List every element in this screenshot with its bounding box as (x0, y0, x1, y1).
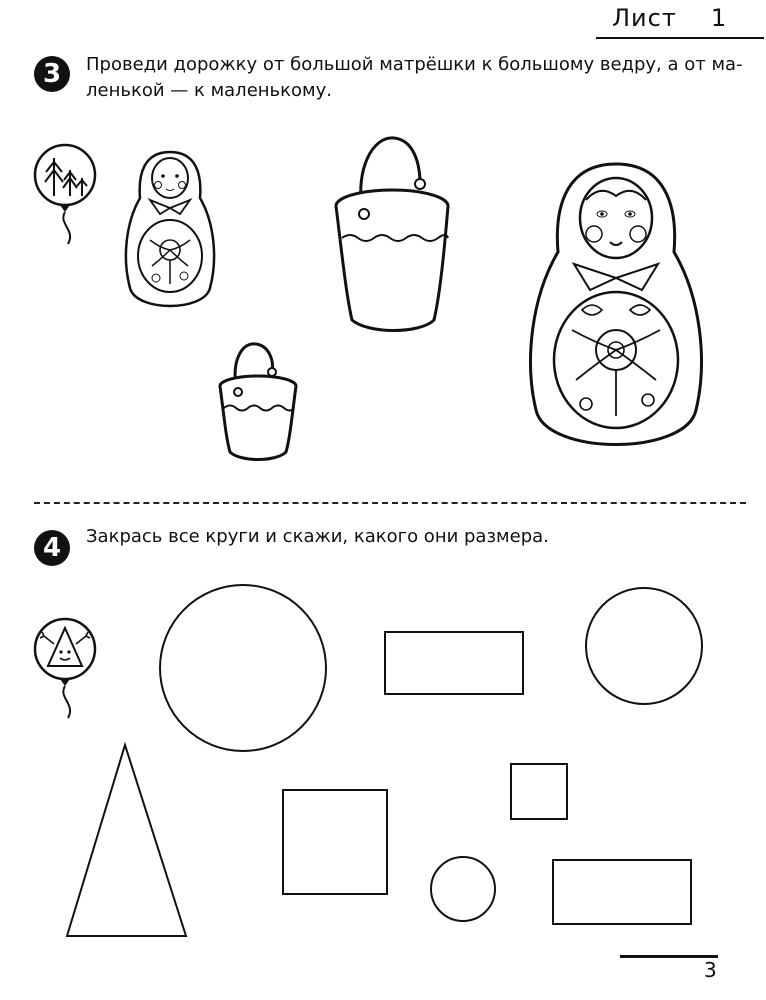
task3-number-badge: 3 (34, 56, 70, 92)
small-circle (431, 857, 495, 921)
triangle (67, 745, 186, 936)
page-number: 3 (704, 958, 717, 982)
task3-text-line2: ленькой — к маленькому. (86, 80, 332, 101)
sheet-number: 1 (710, 4, 728, 32)
rectangle-top (385, 632, 523, 694)
task4-number-badge: 4 (34, 530, 70, 566)
big-circle (160, 585, 326, 751)
square (283, 790, 387, 894)
task3-text-line1: Проведи дорожку от большой матрёшки к большому ведру, а от ма- (86, 54, 743, 75)
task4-instruction: Закрась все круги и скажи, какого они размера. (86, 526, 549, 547)
sheet-label-text: Лист (612, 4, 677, 32)
rectangle-bottom (553, 860, 691, 924)
medium-circle (586, 588, 702, 704)
small-square (511, 764, 567, 819)
